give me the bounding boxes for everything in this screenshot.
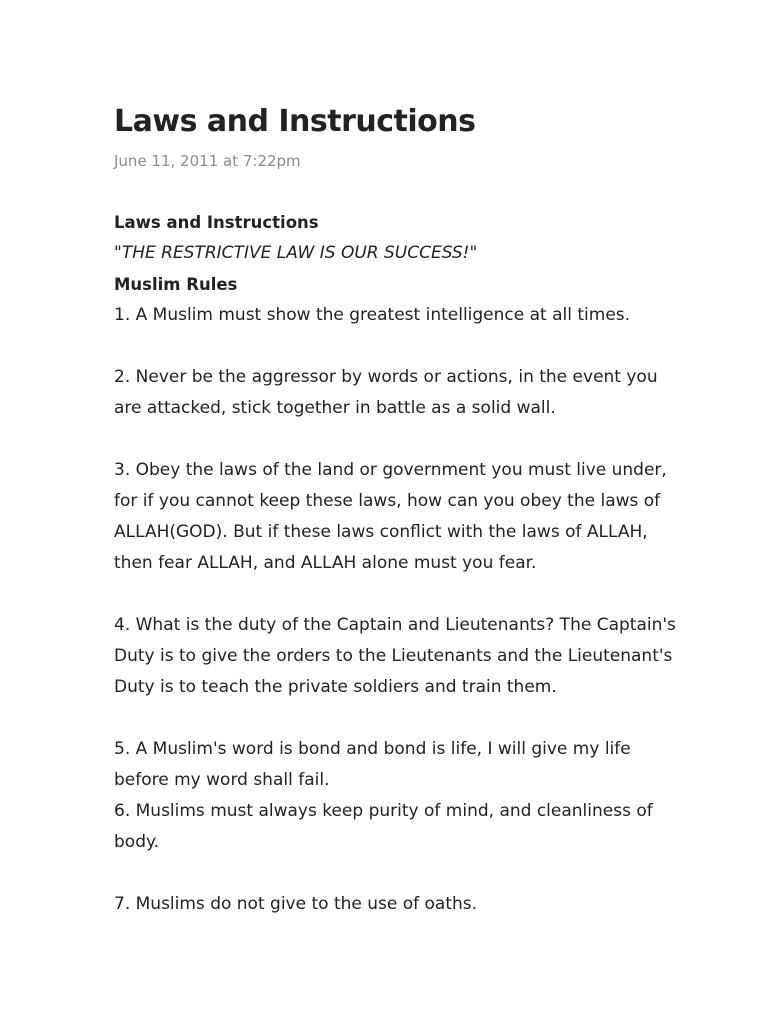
rule-2-line: 2. Never be the aggressor by words or actions, in the event you <box>114 367 658 387</box>
post-body <box>114 207 674 920</box>
paragraph-gap <box>114 858 674 889</box>
rule-4-line: Duty is to give the orders to the Lieutenants and the Lieutenant's <box>114 646 673 666</box>
rule-6-line: body. <box>114 832 160 852</box>
paragraph-gap <box>114 424 674 455</box>
paragraph-gap <box>114 579 674 610</box>
post-title: Laws and Instructions <box>114 104 476 139</box>
rule-2 <box>114 362 674 424</box>
rule-7-line: 7. Muslims do not give to the use of oaths. <box>114 894 478 914</box>
rule-5 <box>114 734 674 796</box>
paragraph-gap <box>114 331 674 362</box>
rule-4-line: 4. What is the duty of the Captain and Lieutenants? The Captain's <box>114 615 676 635</box>
rule-1 <box>114 300 674 331</box>
content-heading: Laws and Instructions <box>114 213 319 232</box>
rule-3-line: for if you cannot keep these laws, how can you obey the laws of <box>114 491 661 511</box>
rule-2-line: are attacked, stick together in battle as a solid wall. <box>114 398 556 418</box>
rule-6-line: 6. Muslims must always keep purity of mind, and cleanliness of <box>114 801 653 821</box>
rule-6 <box>114 796 674 858</box>
rule-3-line: 3. Obey the laws of the land or government you must live under, <box>114 460 667 480</box>
rule-3 <box>114 455 674 579</box>
post-date: June 11, 2011 at 7:22pm <box>114 152 301 170</box>
rule-5-line: 5. A Muslim's word is bond and bond is life, I will give my life <box>114 739 631 759</box>
rule-3-line: then fear ALLAH, and ALLAH alone must you fear. <box>114 553 537 573</box>
rule-4-line: Duty is to teach the private soldiers and train them. <box>114 677 557 697</box>
rule-1-line: 1. A Muslim must show the greatest intelligence at all times. <box>114 305 631 325</box>
paragraph-gap <box>114 703 674 734</box>
rule-7 <box>114 889 674 920</box>
rule-5-line: before my word shall fail. <box>114 770 330 790</box>
rule-4 <box>114 610 674 703</box>
content-subheading: Muslim Rules <box>114 275 238 294</box>
rule-3-line: ALLAH(GOD). But if these laws conflict with the laws of ALLAH, <box>114 522 648 542</box>
content-quote: "THE RESTRICTIVE LAW IS OUR SUCCESS!" <box>114 243 478 263</box>
